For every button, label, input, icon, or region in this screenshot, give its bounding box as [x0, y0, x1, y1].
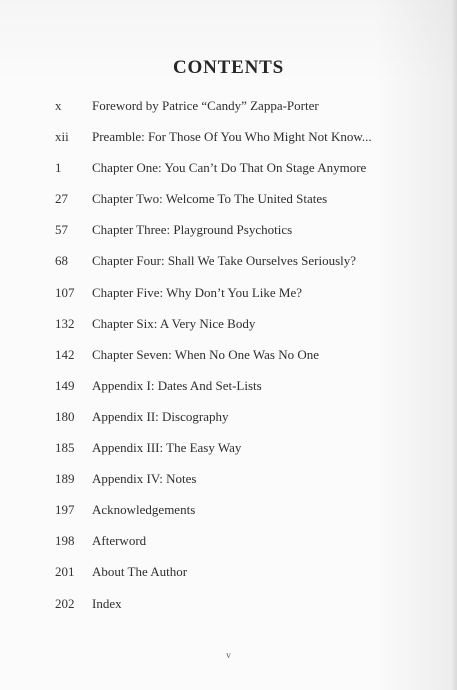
- toc-entry-title: Acknowledgements: [92, 502, 196, 518]
- toc-entry-title: Chapter Two: Welcome To The United States: [92, 191, 328, 207]
- toc-entry-title: Chapter Three: Playground Psychotics: [92, 222, 293, 238]
- toc-entry-title: Chapter Seven: When No One Was No One: [92, 346, 320, 362]
- toc-page-number: 57: [55, 222, 68, 238]
- toc-row-afterword: [0, 531, 457, 562]
- toc-entry-title: Afterword: [92, 533, 147, 549]
- toc-page-number: 180: [55, 408, 75, 424]
- toc-row-foreword: [0, 96, 457, 127]
- toc-page-number: 132: [55, 315, 75, 331]
- toc-entry-title: About The Author: [92, 564, 188, 580]
- toc-row-chapter-five: [0, 283, 457, 314]
- toc-page-number: 149: [55, 377, 75, 393]
- toc-entry-title: Chapter Four: Shall We Take Ourselves Seriously?: [92, 253, 357, 269]
- toc-row-preamble: [0, 127, 457, 158]
- toc-page-number: 142: [55, 346, 75, 362]
- toc-page-number: 68: [55, 253, 68, 269]
- toc-page-number: 197: [55, 502, 75, 518]
- toc-entry-title: Appendix III: The Easy Way: [92, 440, 242, 456]
- toc-page-number: x: [55, 98, 62, 113]
- toc-row-index: [0, 594, 457, 625]
- toc-row-appendix-four: [0, 469, 457, 500]
- toc-entry-title: Foreword by Patrice “Candy” Zappa-Porter: [92, 98, 319, 113]
- toc-page-number: 1: [55, 160, 62, 176]
- toc-row-appendix-two: [0, 407, 457, 438]
- toc-entry-title: Chapter One: You Can’t Do That On Stage Anymore: [92, 160, 367, 176]
- toc-row-chapter-three: [0, 220, 457, 251]
- toc-page-number: 185: [55, 440, 75, 456]
- toc-entry-title: Appendix IV: Notes: [92, 471, 197, 487]
- toc-page-number: xii: [55, 129, 69, 145]
- table-of-contents: [0, 96, 457, 625]
- toc-page-number: 198: [55, 533, 75, 549]
- toc-row-chapter-one: [0, 158, 457, 189]
- page-folio: v: [226, 650, 231, 660]
- toc-entry-title: Appendix I: Dates And Set-Lists: [92, 377, 262, 393]
- toc-page-number: 107: [55, 284, 75, 300]
- toc-row-chapter-four: [0, 251, 457, 282]
- toc-row-acknowledgements: [0, 500, 457, 531]
- toc-page-number: 189: [55, 471, 75, 487]
- toc-row-appendix-one: [0, 376, 457, 407]
- toc-entry-title: Appendix II: Discography: [92, 408, 229, 424]
- toc-page-number: 202: [55, 595, 75, 611]
- toc-page-number: 201: [55, 564, 75, 580]
- toc-page-number: 27: [55, 191, 68, 207]
- toc-row-appendix-three: [0, 438, 457, 469]
- contents-heading: CONTENTS: [173, 57, 284, 78]
- toc-row-chapter-two: [0, 189, 457, 220]
- toc-row-chapter-seven: [0, 345, 457, 376]
- toc-entry-title: Index: [92, 595, 122, 611]
- toc-entry-title: Preamble: For Those Of You Who Might Not Know...: [92, 129, 372, 145]
- toc-row-about-the-author: [0, 562, 457, 593]
- toc-row-chapter-six: [0, 314, 457, 345]
- toc-entry-title: Chapter Six: A Very Nice Body: [92, 315, 256, 331]
- toc-entry-title: Chapter Five: Why Don’t You Like Me?: [92, 284, 303, 300]
